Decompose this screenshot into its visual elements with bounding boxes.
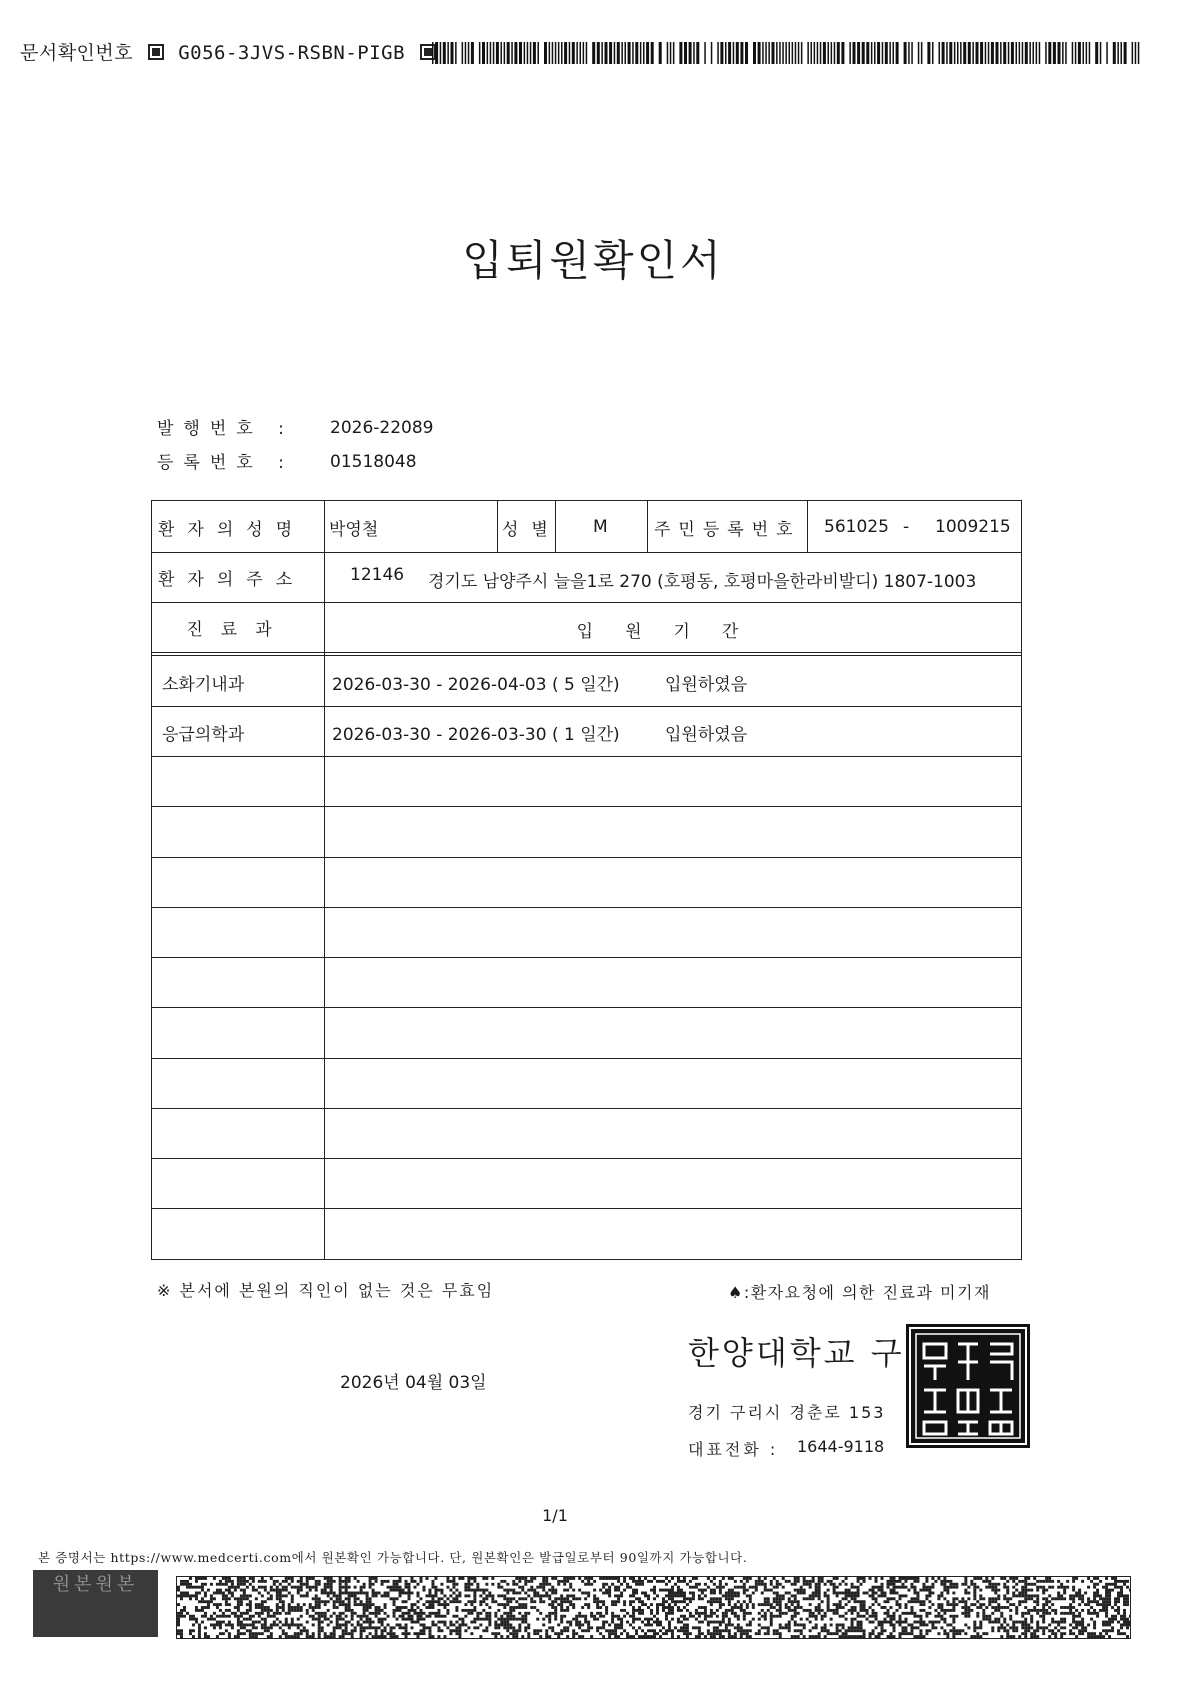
barcode-icon (432, 42, 1142, 64)
table-row-status: 입원하였음 (665, 675, 748, 695)
dept-header: 진료과 (186, 620, 290, 640)
sex-label: 성별 (502, 520, 561, 540)
table-row-period: 2026-03-30 - 2026-03-30 ( 1 일간) (332, 725, 620, 745)
hospital-address: 경기 구리시 경춘로 153 (688, 1403, 886, 1422)
issue-number-label: 발행번호 : (157, 419, 294, 439)
admission-table (151, 500, 1022, 1260)
security-pattern-icon (176, 1576, 1131, 1639)
table-row-dept: 응급의학과 (162, 725, 245, 745)
rrn-label: 주민등록번호 (654, 520, 801, 540)
table-row-status: 입원하였음 (665, 725, 748, 745)
rrn-separator: - (903, 517, 910, 537)
document-title: 입퇴원확인서 (462, 236, 724, 285)
hospital-phone: 1644-9118 (797, 1437, 885, 1456)
verification-notice: 본 증명서는 https://www.medcerti.com에서 원본확인 가능합니다. 단, 원본확인은 발급일로부터 90일까지 가능합니다. (38, 1550, 748, 1565)
doc-confirm-header (20, 38, 444, 65)
page-number: 1/1 (542, 1506, 568, 1525)
table-row-dept: 소화기내과 (162, 675, 245, 695)
period-header: 입원기간 (576, 622, 771, 642)
table-row-period: 2026-03-30 - 2026-04-03 ( 5 일간) (332, 675, 620, 695)
rrn-front: 561025 (824, 517, 889, 537)
hospital-name: 한양대학교 구리병원 (688, 1334, 1007, 1372)
official-seal-icon (906, 1324, 1030, 1448)
hospital-phone-label: 대표전화 : (688, 1440, 779, 1459)
patient-address-label: 환자의주소 (158, 570, 306, 590)
patient-address: 경기도 남양주시 늘을1로 270 (호평동, 호평마을한라비발디) 1807-1003 (428, 572, 977, 592)
patient-request-note: ♠:환자요청에 의한 진료과 미기재 (728, 1283, 991, 1302)
invalid-without-seal-note: ※ 본서에 본원의 직인이 없는 것은 무효임 (157, 1281, 495, 1300)
square-bullet-icon (148, 44, 164, 60)
rrn-back: 1009215 (935, 517, 1011, 537)
doc-confirm-code: G056-3JVS-RSBN-PIGB (178, 42, 406, 64)
sex-value: M (593, 517, 608, 537)
patient-name-label: 환자의성명 (158, 520, 306, 540)
issue-number: 2026-22089 (330, 418, 434, 438)
patient-zip: 12146 (350, 565, 405, 585)
original-verification-stamp: 원본원본 (33, 1570, 158, 1637)
registration-number-label: 등록번호 : (157, 453, 294, 473)
doc-confirm-label: 문서확인번호 (20, 42, 134, 64)
registration-number: 01518048 (330, 452, 417, 472)
patient-name: 박영철 (329, 520, 379, 540)
issue-date: 2026년 04월 03일 (340, 1373, 487, 1393)
